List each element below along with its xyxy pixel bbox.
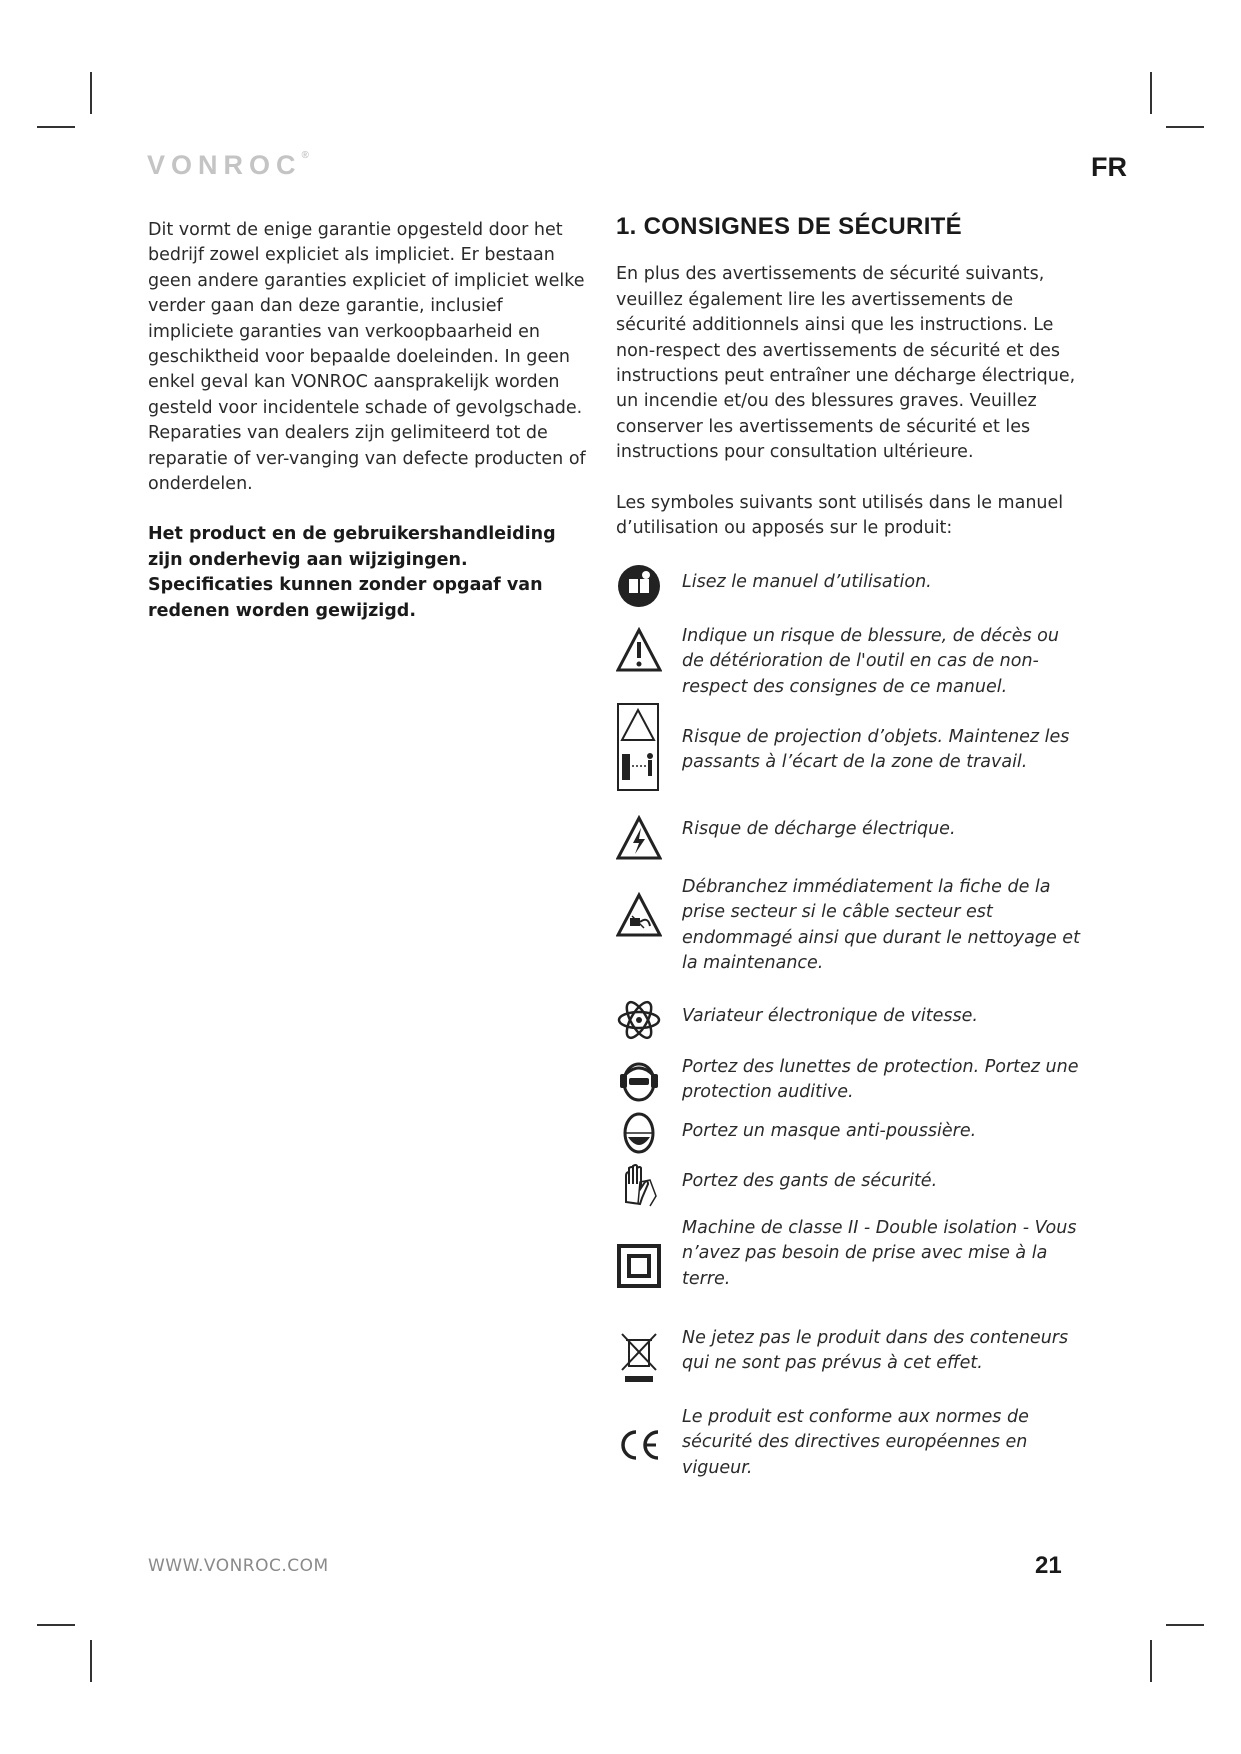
safety-gloves-icon xyxy=(616,1162,662,1208)
crop-mark xyxy=(1150,1640,1152,1682)
section-heading: 1. CONSIGNES DE SÉCURITÉ xyxy=(616,213,962,240)
eye-ear-protection-icon xyxy=(616,1058,662,1104)
symbol-text: Débranchez immédiatement la fiche de la prise secteur si le câble secteur est endommagé ainsi que durant le nettoyage et la maintenance. xyxy=(682,877,1080,974)
page-number: 21 xyxy=(1035,1552,1062,1579)
symbol-text: Portez des lunettes de protection. Portez une protection auditive. xyxy=(682,1057,1079,1103)
crop-mark xyxy=(90,1640,92,1682)
electric-shock-icon xyxy=(616,815,662,861)
symbol-text: Machine de classe II - Double isolation - Vous n’avez pas besoin de prise avec mise à la terre. xyxy=(682,1218,1077,1289)
dust-mask-icon xyxy=(616,1111,662,1157)
footer-url: WWW.VONROC.COM xyxy=(148,1556,329,1576)
left-column xyxy=(148,218,588,624)
class-ii-icon xyxy=(616,1243,662,1289)
read-manual-icon xyxy=(616,563,662,609)
flying-debris-icon xyxy=(616,702,662,792)
crop-mark xyxy=(1150,72,1152,114)
symbols-intro: Les symboles suivants sont utilisés dans le manuel d’utilisation ou apposés sur le produit: xyxy=(616,492,1064,539)
symbol-text: Variateur électronique de vitesse. xyxy=(682,1006,978,1026)
crop-mark xyxy=(1166,1624,1204,1626)
crop-mark xyxy=(1166,126,1204,128)
crop-mark xyxy=(90,72,92,114)
crop-mark xyxy=(37,1624,75,1626)
unplug-icon xyxy=(616,892,662,938)
symbol-text: Risque de projection d’objets. Maintenez les passants à l’écart de la zone de travail. xyxy=(682,727,1070,773)
language-label: FR xyxy=(1091,152,1127,182)
ce-mark-icon xyxy=(616,1422,662,1468)
symbol-text: Portez des gants de sécurité. xyxy=(682,1171,938,1191)
warranty-paragraph: Dit vormt de enige garantie opgesteld door het bedrijf zowel expliciet als impliciet. Er bestaan geen andere garanties expliciet of impliciet welke verder gaan dan deze garantie, inclusief impliciete garanties van verkoopbaarheid en geschiktheid voor bepaalde doeleinden. In geen enkel geval kan VONROC aansprakelijk worden gesteld voor incidentele schade of gevolgschade. Reparaties van dealers zijn gelimiteerd tot de reparatie of ver-vanging van defecte producten of onderdelen. xyxy=(148,220,586,495)
symbol-text: Ne jetez pas le produit dans des conteneurs qui ne sont pas prévus à cet effet. xyxy=(682,1328,1069,1374)
right-column xyxy=(616,214,1086,541)
electronic-speed-icon xyxy=(616,997,662,1043)
change-notice: Het product en de gebruikershandleiding zijn onderhevig aan wijzigingen. Specificaties kunnen zonder opgaaf van redenen worden gewijzigd. xyxy=(148,524,556,621)
brand-logo: VONROC® xyxy=(147,150,309,180)
crop-mark xyxy=(37,126,75,128)
warning-triangle-icon xyxy=(616,627,662,673)
symbol-text: Indique un risque de blessure, de décès ou de détérioration de l'outil en cas de non-respect des consignes de ce manuel. xyxy=(682,626,1059,697)
symbol-text: Le produit est conforme aux normes de sécurité des directives européennes en vigueur. xyxy=(682,1407,1029,1478)
symbol-text: Lisez le manuel d’utilisation. xyxy=(682,572,932,592)
weee-bin-icon xyxy=(616,1330,662,1384)
symbol-text: Portez un masque anti-poussière. xyxy=(682,1121,977,1141)
symbol-text: Risque de décharge électrique. xyxy=(682,819,956,839)
safety-intro: En plus des avertissements de sécurité suivants, veuillez également lire les avertissements de sécurité additionnels ainsi que les instructions. Le non-respect des avertissements de sécurité et des instructions peut entraîner une décharge électrique, un incendie et/ou des blessures graves. Veuillez conserver les avertissements de sécurité et les instructions pour consultation ultérieure. xyxy=(616,264,1076,463)
